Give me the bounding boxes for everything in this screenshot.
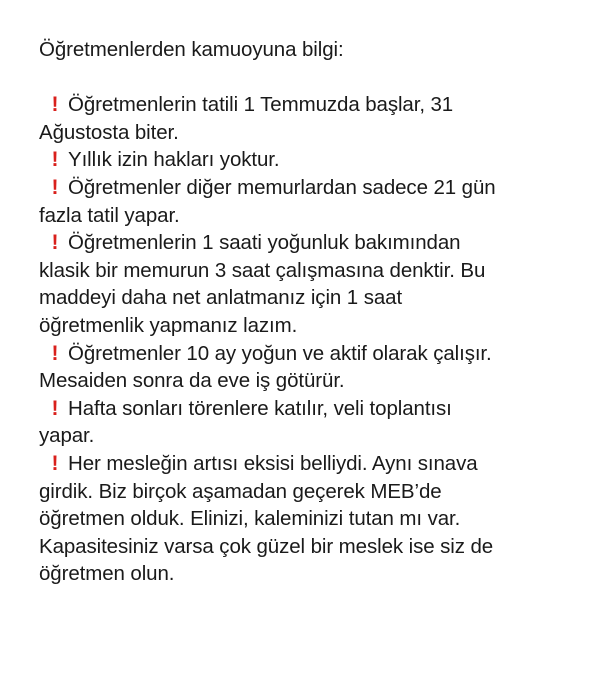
list-item [39,174,599,229]
list-item [39,450,599,588]
list-item [39,146,599,174]
exclamation-icon: ! [51,396,59,420]
item-text: öğretmen olduk. Elinizi, kaleminizi tutan mı var. [39,507,461,531]
item-text: Ağustosta biter. [39,120,179,144]
exclamation-icon: ! [51,93,59,117]
item-text: fazla tatil yapar. [39,203,180,227]
item-text: klasik bir memurun 3 saat çalışmasına denktir. Bu [39,258,486,282]
list-item [39,91,599,146]
item-text: girdik. Biz birçok aşamadan geçerek MEB’de [39,479,442,503]
item-text: yapar. [39,424,95,448]
item-text: Yıllık izin hakları yoktur. [68,148,280,172]
exclamation-icon: ! [51,175,59,199]
item-text: Öğretmenlerin 1 saati yoğunluk bakımından [68,231,461,255]
post-body [39,36,599,588]
list-item [39,395,599,450]
exclamation-icon: ! [51,341,59,365]
exclamation-icon: ! [51,451,59,475]
exclamation-icon: ! [51,148,59,172]
item-text: Mesaiden sonra da eve iş götürür. [39,369,345,393]
item-text: Öğretmenlerin tatili 1 Temmuzda başlar, 31 [68,93,454,117]
item-text: öğretmen olun. [39,562,175,586]
item-text: Öğretmenler 10 ay yoğun ve aktif olarak çalışır. [68,341,492,365]
post-heading: Öğretmenlerden kamuoyuna bilgi: [39,38,344,61]
item-text: Her mesleğin artısı eksisi belliydi. Aynı sınava [68,451,478,475]
item-text: Öğretmenler diğer memurlardan sadece 21 gün [68,175,496,199]
item-text: Hafta sonları törenlere katılır, veli toplantısı [68,396,452,420]
item-text: maddeyi daha net anlatmanız için 1 saat [39,286,403,310]
item-text: öğretmenlik yapmanız lazım. [39,313,298,337]
item-text: Kapasitesiniz varsa çok güzel bir meslek ise siz de [39,534,494,558]
list-item [39,340,599,395]
list-item [39,229,599,339]
exclamation-icon: ! [51,231,59,255]
